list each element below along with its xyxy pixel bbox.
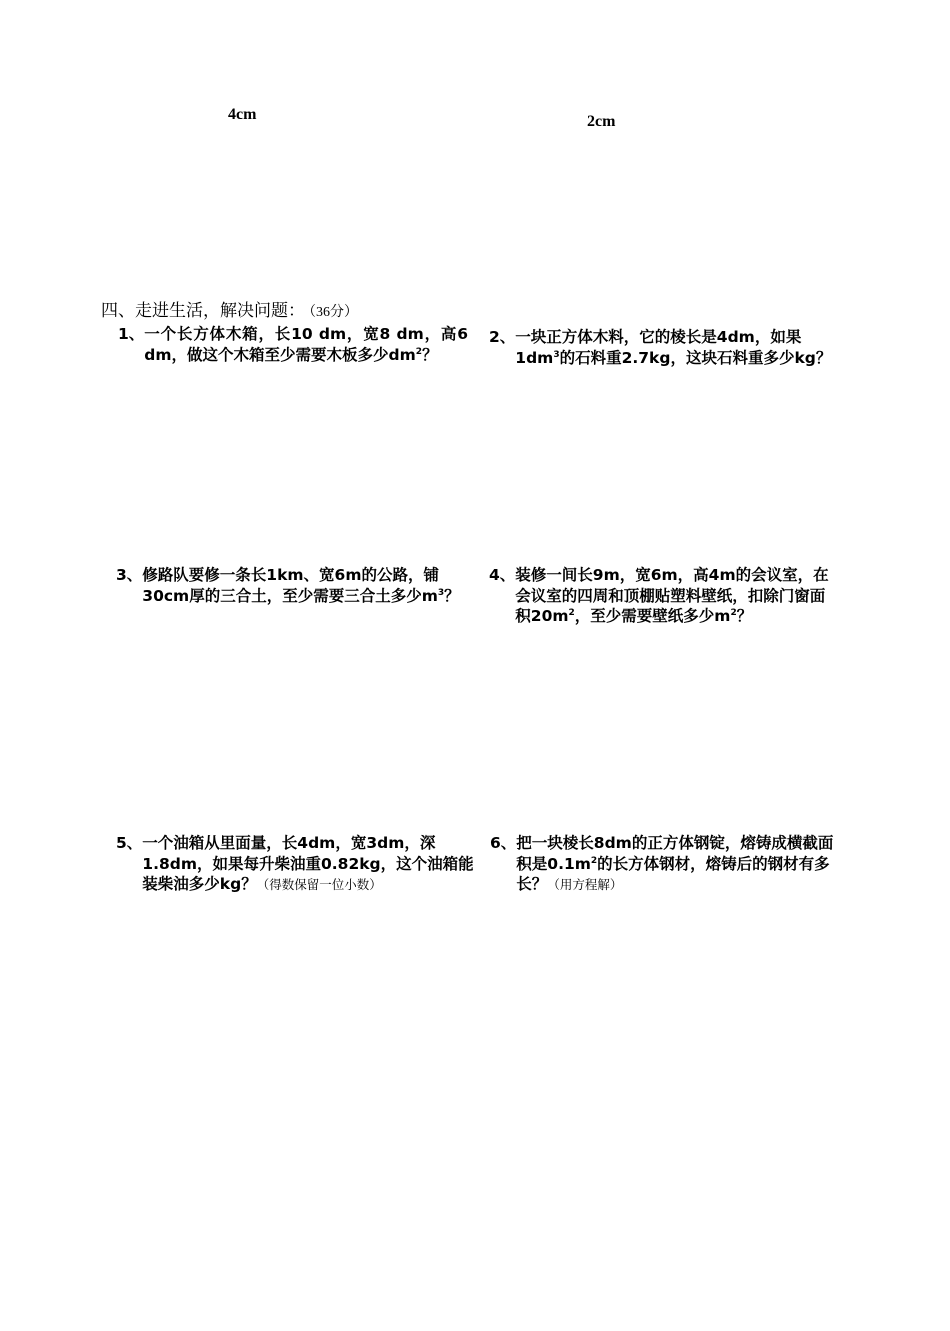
superscript: 2	[730, 607, 737, 618]
superscript: 2	[590, 855, 598, 866]
problem-text-part: 把一块棱长8dm的正方体钢锭，熔铸成横截面积是0.1m	[516, 834, 834, 873]
problem-text-part: 一个长方体木箱，长10 dm，宽8 dm，高6 dm，做这个木箱至少需要木板多少dm	[144, 325, 468, 364]
superscript: 2	[415, 346, 423, 357]
superscript: 2	[568, 607, 575, 618]
problem-4	[489, 565, 839, 627]
problem-text	[144, 324, 468, 365]
section-heading	[101, 296, 358, 321]
problem-3	[116, 565, 466, 606]
superscript: 3	[437, 587, 445, 598]
problem-number: 4、	[489, 566, 516, 584]
problem-text	[515, 327, 839, 368]
problem-number: 3、	[116, 566, 143, 584]
superscript: 3	[553, 349, 560, 360]
problem-6	[490, 833, 846, 896]
problem-note: （用方程解）	[547, 877, 623, 892]
problem-text-part: 装修一间长9m，宽6m，高4m的会议室，在会议室的四周和顶棚贴塑料壁纸，扣除门窗面积20m	[515, 566, 829, 625]
problem-text-part: ？	[736, 607, 753, 625]
problem-number: 1、	[118, 325, 145, 343]
problem-5	[116, 833, 478, 896]
problem-number: 6、	[490, 834, 517, 852]
problem-number: 5、	[116, 834, 143, 852]
problem-text-part: ？	[422, 345, 438, 364]
section-score: （36分）	[309, 305, 358, 320]
problem-text-part: 的长方体钢材，熔铸后的钢材有多长？	[516, 854, 830, 893]
problem-1	[118, 324, 468, 365]
problem-note: （得数保留一位小数）	[256, 877, 382, 892]
problem-2	[489, 327, 839, 368]
figure-dimension-label: 2cm	[587, 113, 616, 130]
problem-text-part: 的石料重2.7kg，这块石料重多少kg？	[559, 348, 832, 367]
problem-text-part: 一块正方体木料，它的棱长是4dm，如果1dm	[515, 328, 802, 367]
problem-text	[142, 833, 478, 896]
problem-text-part: ，至少需要壁纸多少m	[574, 607, 731, 625]
problem-text	[142, 565, 466, 606]
section-title-text: 四、走进生活，解决问题：	[101, 301, 305, 321]
problem-text	[515, 565, 839, 627]
problem-text-part: 一个油箱从里面量，长4dm，宽3dm，深1.8dm，如果每升柴油重0.82kg，这个油箱能装柴油多少kg？	[142, 834, 474, 893]
problem-number: 2、	[489, 328, 516, 346]
problem-text-part: 修路队要修一条长1km、宽6m的公路，铺30cm厚的三合土，至少需要三合土多少m	[142, 566, 439, 605]
problem-text-part: ？	[444, 586, 460, 605]
figure-dimension-label: 4cm	[228, 106, 257, 123]
problem-text	[516, 833, 846, 896]
